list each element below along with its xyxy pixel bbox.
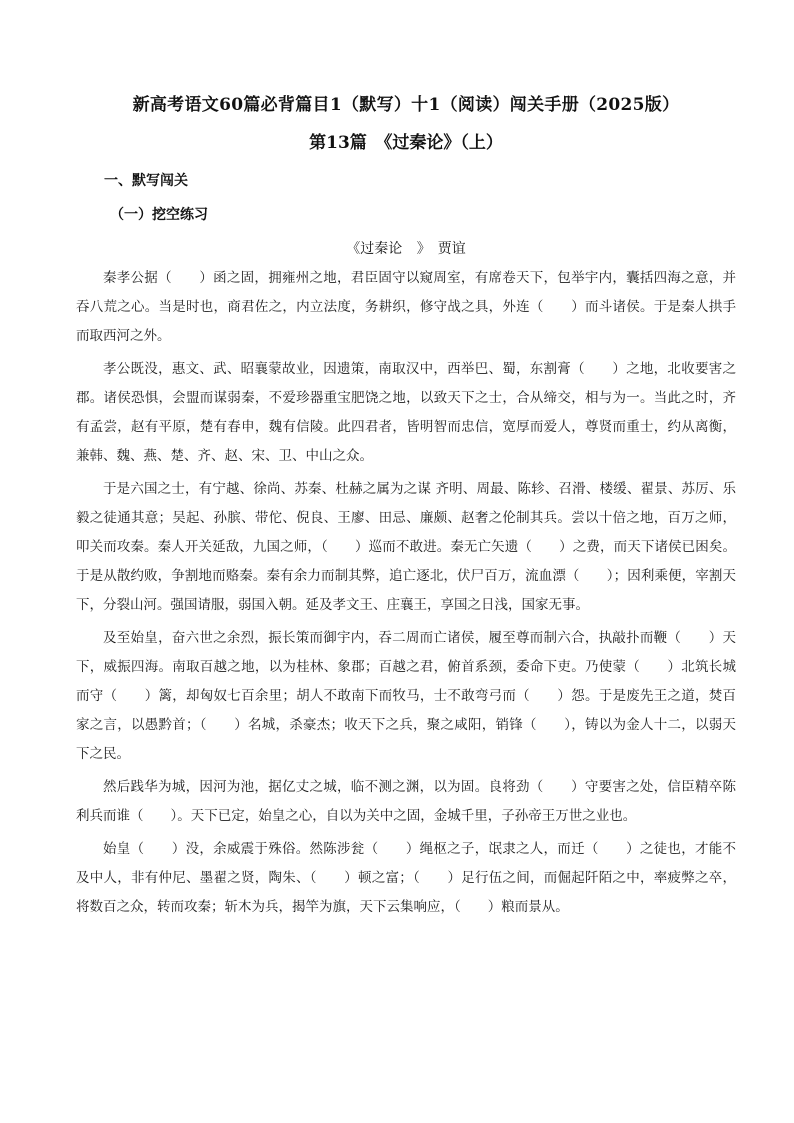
- paragraph: 孝公既没，惠文、武、昭襄蒙故业，因遗策，南取汉中，西举巴、蜀，东割膏（ ）之地，北收要害之郡。诸侯恐惧，会盟而谋弱秦，不爱珍器重宝肥饶之地，以致天下之士，合从缔交，相与为一。当此之时，齐有孟尝，赵有平原，楚有春申，魏有信陵。此四君者，皆明智而忠信，宽厚而爱人，尊贤而重士，约从离衡，兼韩、魏、燕、楚、齐、赵、宋、卫、中山之众。: [76, 361, 736, 464]
- paragraph: 秦孝公据（ ）函之固，拥雍州之地，君臣固守以窥周室，有席卷天下，包举宇内，囊括四海之意，并吞八荒之心。当是时也，商君佐之，内立法度，务耕织，修守战之具，外连（ ）而斗诸侯。于是秦人拱手而取西河之外。: [76, 270, 736, 344]
- text-title: 《过秦论 》 贾谊: [346, 241, 466, 257]
- document-subtitle: 第13篇 《过秦论》（上）: [309, 133, 503, 153]
- paragraph: 然后践华为城，因河为池，据亿丈之城，临不测之渊，以为固。良将劲（ ）守要害之处，信臣精卒陈利兵而谁（ ）。天下已定，始皇之心，自以为关中之固，金城千里，子孙帝王万世之业也。: [76, 779, 736, 824]
- sub-heading: （一）挖空练习: [110, 207, 208, 223]
- document-title: 新高考语文60篇必背篇目1（默写）十1（阅读）闯关手册（2025版）: [132, 95, 680, 115]
- section-heading: 一、默写闯关: [104, 173, 188, 189]
- paragraph: 于是六国之士，有宁越、徐尚、苏秦、杜赫之属为之谋 齐明、周最、陈轸、召滑、楼缓、翟景、苏厉、乐毅之徒通其意；吴起、孙膑、带佗、倪良、王廖、田忌、廉颇、赵奢之伦制其兵。尝以十倍之地，百万之师，叩关而攻秦。秦人开关延敌，九国之师，（ ）巡而不敢进。秦无亡矢遗（ ）之费，而天下诸侯已困矣。于是从散约败，争割地而赂秦。秦有余力而制其弊，追亡逐北，伏尸百万，流血漂（ ）；因利乘便，宰割天下，分裂山河。强国请服，弱国入朝。延及孝文王、庄襄王，享国之日浅，国家无事。: [76, 481, 736, 613]
- paragraph: 及至始皇，奋六世之余烈，振长策而御宇内，吞二周而亡诸侯，履至尊而制六合，执敲扑而鞭（ ）天下，威振四海。南取百越之地，以为桂林、象郡；百越之君，俯首系颈，委命下吏。乃使蒙（ ）北筑长城而守（ ）篱，却匈奴七百余里；胡人不敢南下而牧马，士不敢弯弓而（ ）怨。于是废先王之道，焚百家之言，以愚黔首；（ ）名城，杀豪杰；收天下之兵，聚之咸阳，销锋（ ），铸以为金人十二，以弱天下之民。: [76, 630, 736, 762]
- paragraph: 始皇（ ）没，余威震于殊俗。然陈涉瓮（ ）绳枢之子，氓隶之人，而迁（ ）之徒也，才能不及中人，非有仲尼、墨翟之贤，陶朱、（ ）顿之富；（ ）足行伍之间，而倔起阡陌之中，率疲弊之卒，将数百之众，转而攻秦；斩木为兵，揭竿为旗，天下云集响应，（ ）粮而景从。: [76, 841, 736, 915]
